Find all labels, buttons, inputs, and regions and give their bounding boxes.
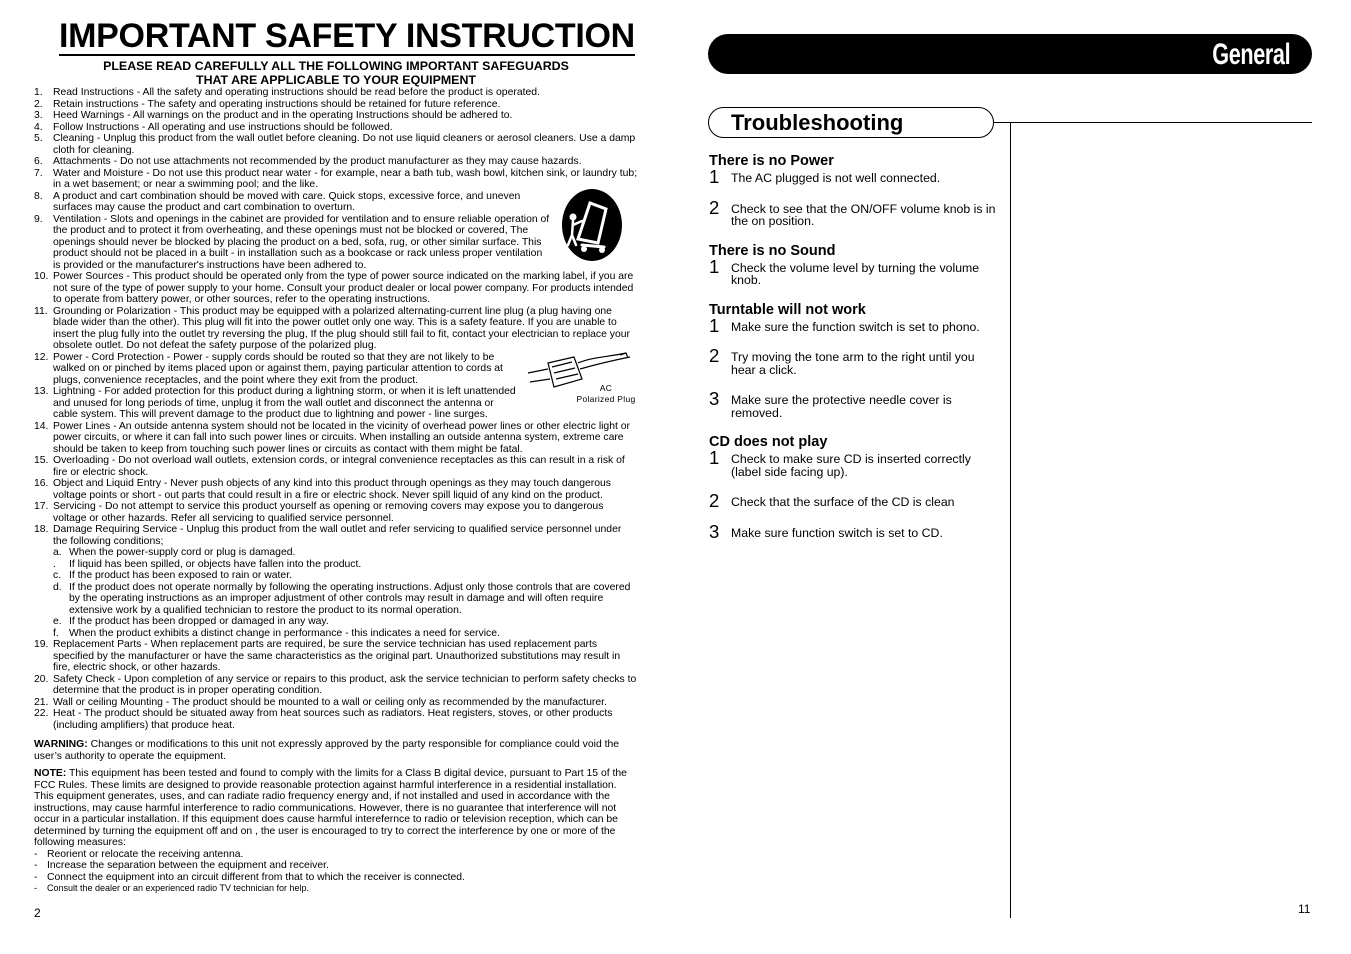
troubleshooting-header (708, 107, 994, 138)
condition-letter: a. (53, 547, 62, 558)
measure-dash: - (34, 883, 37, 893)
instruction-item (34, 455, 638, 478)
instruction-text: Safety Check - Upon completion of any service or repairs to this product, ask the service technician to perform safety checks to determine that the product is in proper operating condition. (53, 673, 637, 696)
instruction-number: 20. (34, 673, 49, 685)
condition-item (53, 547, 638, 559)
instruction-text: Wall or ceiling Mounting - The product should be mounted to a wall or ceiling only as recommended by the manufacturer. (53, 696, 607, 708)
solution-step (709, 520, 999, 542)
step-text: The AC plugged is not well connected. (731, 171, 941, 185)
instruction-item (34, 421, 638, 456)
step-number: 1 (709, 255, 720, 277)
condition-item (53, 559, 638, 571)
subtitle-line-2: THAT ARE APPLICABLE TO YOUR EQUIPMENT (196, 72, 476, 87)
instruction-item (34, 639, 638, 674)
condition-item (53, 570, 638, 582)
problem-block (709, 301, 999, 420)
problem-heading: Turntable will not work (709, 301, 866, 318)
instruction-text: Overloading - Do not overload wall outlets, extension cords, or integral convenience receptacles as this can result in a risk of fire or electric shock. (53, 455, 625, 478)
note-text: This equipment has been tested and found to comply with the limits for a Class B digital device, pursuant to Part 15 of the FCC Rules. These limits are designed to provide reasonable protection against harmful interference in a residential installation. This equipment generates, uses, and can radiate radio frequency energy and, if not installed and used in accordance with the instructions, may cause harmful interference to radio communications. However, there is no guarantee that interference will not occur in a particular installation. If this equipment does cause harmful interefernce to radio or television reception, which can be determined by turning the equipment off and on , the user is encouraged to try to correct the interference by one or more of the following measures: (34, 768, 627, 848)
solution-step (709, 345, 999, 377)
instruction-item (34, 133, 638, 156)
problem-heading: There is no Power (709, 153, 834, 169)
note-label: NOTE: (34, 768, 67, 779)
instruction-item (34, 99, 638, 111)
condition-text: When the power-supply cord or plug is damaged. (69, 547, 296, 558)
measure-text: Connect the equipment into an circuit different from that to which the receiver is connected. (47, 871, 465, 883)
plug-caption-line-1: AC (599, 383, 613, 393)
plug-caption (570, 383, 642, 404)
instruction-item (34, 524, 638, 547)
instruction-number: 2. (34, 98, 43, 110)
instruction-item (34, 214, 638, 272)
step-number: 2 (709, 490, 720, 511)
problem-block (709, 433, 999, 542)
page-number-right: 11 (1298, 902, 1311, 916)
instruction-text: Heed Warnings - All warnings on the product and in the operating Instructions should be adhered to. (53, 110, 513, 121)
instruction-list-continued (34, 639, 638, 731)
warning-paragraph (34, 739, 638, 762)
instruction-text: Heat - The product should be situated away from heat sources such as radiators. Heat registers, stoves, or other products (including amplifiers) that produce heat. (53, 708, 613, 731)
solution-step (709, 388, 999, 420)
solution-step (709, 447, 999, 479)
cart-warning-icon (560, 187, 624, 263)
instruction-text: Cleaning - Unplug this product from the wall outlet before cleaning. Do not use liquid cleaners or aerosol cleaners. Use a damp cloth for cleaning. (53, 133, 636, 156)
troubleshooting-list (709, 152, 999, 553)
instruction-number: 6. (34, 156, 43, 167)
instruction-number: 13. (34, 386, 49, 397)
instruction-number: 18. (34, 524, 49, 535)
troubleshooting-title: Troubleshooting (731, 110, 904, 135)
instruction-list (34, 87, 638, 547)
instruction-text: Retain instructions - The safety and operating instructions should be retained for future reference. (53, 98, 501, 110)
instruction-item (34, 110, 638, 122)
instruction-number: 16. (34, 478, 49, 489)
instruction-text: A product and cart combination should be moved with care. Quick stops, excessive force, and uneven surfaces may cause the product and cart combination to overturn. (53, 190, 521, 213)
solution-step (709, 490, 999, 511)
condition-letter: f. (53, 627, 59, 639)
instruction-text: Attachments - Do not use attachments not recommended by the product manufacturer as they may cause hazards. (53, 156, 582, 167)
instruction-number: 7. (34, 167, 43, 179)
instruction-number: 4. (34, 121, 43, 133)
header-rule (994, 122, 1312, 123)
instruction-number: 12. (34, 351, 49, 363)
instruction-text: Power - Cord Protection - Power - supply cords should be routed so that they are not likely to be walked on or pinched by items placed upon or against them, paying particular attention to cords at plugs, convenience receptacles, and the point where they exit from the product. (53, 351, 503, 386)
instruction-text: Damage Requiring Service - Unplug this product from the wall outlet and refer servicing to qualified service personnel under the following conditions; (53, 524, 622, 547)
problem-block (709, 242, 999, 287)
condition-text: If liquid has been spilled, or objects have fallen into the product. (69, 558, 362, 570)
page-title: IMPORTANT SAFETY INSTRUCTION (59, 17, 635, 55)
instruction-number: 22. (34, 708, 49, 719)
instruction-item (34, 156, 638, 168)
measure-item (34, 860, 638, 872)
problem-heading: CD does not play (709, 434, 828, 450)
instruction-text: Ventilation - Slots and openings in the cabinet are provided for ventilation and to ensure reliable operation of the product and to protect it from overheating, and these openings must not be blocked or covered, The openings should never be blocked by placing the product on a bed, sofa, rug, or other similar surface. This product should not be placed in a built - in installation such as a bookcase or rack unless proper ventilation is provided or the manufacturer's instructions have been adhered to. (53, 213, 550, 271)
instruction-item (34, 478, 638, 501)
solution-step (709, 255, 999, 287)
instruction-item (34, 501, 638, 524)
section-banner (708, 34, 1312, 74)
condition-item (53, 616, 638, 628)
measure-text: Reorient or relocate the receiving antenna. (47, 848, 244, 860)
instruction-text: Lightning - For added protection for this product during a lightning storm, or when it is left unattended and unused for long periods of time, unplug it from the wall outlet and disconnect the antenna or cable system. This will prevent damage to the product due to lightning and power - line surges. (53, 386, 516, 420)
instruction-item (34, 191, 638, 214)
instruction-number: 10. (34, 271, 49, 282)
instruction-text: Follow Instructions - All operating and use instructions should be followed. (53, 121, 393, 133)
instruction-item (34, 87, 638, 99)
instruction-number: 17. (34, 501, 49, 512)
instruction-number: 15. (34, 455, 49, 466)
measure-item (34, 849, 638, 861)
step-number: 3 (709, 520, 720, 542)
step-text: Check that the surface of the CD is clean (731, 495, 955, 509)
instruction-item (34, 122, 638, 134)
step-text: Check to see that the ON/OFF volume knob is in the on position. (731, 201, 996, 228)
instruction-text: Water and Moisture - Do not use this product near water - for example, near a bath tub, wash bowl, kitchen sink, or laundry tub; in a wet basement; or near a swimming pool; and the like. (53, 167, 638, 190)
measure-item (34, 883, 638, 895)
instruction-number: 14. (34, 420, 49, 432)
plug-caption-line-2: Polarized Plug (576, 393, 636, 404)
step-number: 1 (709, 447, 720, 468)
solution-step (709, 314, 999, 336)
instruction-number: 9. (34, 213, 43, 225)
condition-letter: . (53, 558, 56, 570)
instruction-number: 5. (34, 133, 43, 144)
step-number: 1 (709, 314, 720, 336)
solution-step (709, 166, 999, 187)
column-divider (1010, 122, 1011, 918)
instruction-text: Object and Liquid Entry - Never push objects of any kind into this product through openings as they may touch dangerous voltage points or short - out parts that could result in a fire or electric shock. Never spill liquid of any kind on the product. (53, 478, 611, 501)
step-text: Make sure the protective needle cover is removed. (731, 393, 952, 420)
warning-label: WARNING: (34, 739, 88, 750)
condition-text: When the product exhibits a distinct change in performance - this indicates a need for service. (69, 627, 500, 639)
instruction-number: 11. (34, 305, 48, 317)
instruction-item (34, 708, 638, 731)
step-text: Make sure function switch is set to CD. (731, 525, 943, 540)
problem-heading: There is no Sound (709, 242, 836, 259)
solution-step (709, 196, 999, 228)
page-number-left: 2 (34, 906, 41, 920)
instruction-number: 21. (34, 696, 49, 708)
safety-instructions-page (34, 18, 638, 895)
condition-text: If the product has been dropped or damaged in any way. (69, 616, 329, 627)
section-label: General (1212, 38, 1290, 71)
step-number: 2 (709, 196, 720, 218)
measure-item (34, 872, 638, 884)
step-text: Make sure the function switch is set to phono. (731, 319, 980, 334)
step-number: 2 (709, 345, 720, 366)
step-text: Check to make sure CD is inserted correctly (label side facing up). (731, 452, 971, 479)
condition-letter: c. (53, 570, 62, 581)
instruction-text: Servicing - Do not attempt to service this product yourself as opening or removing covers may expose you to dangerous voltage or other hazards. Refer all servicing to qualified service personnel. (53, 501, 604, 524)
warning-text: Changes or modifications to this unit not expressly approved by the party responsible for compliance could void the user’s authority to operate the equipment. (34, 739, 620, 762)
instruction-item (34, 674, 638, 697)
step-text: Try moving the tone arm to the right until you hear a click. (731, 350, 975, 377)
instruction-text: Grounding or Polarization - This product may be equipped with a polarized alternating-current line plug (a plug having one blade wider than the other). This plug will fit into the power outlet only one way. This is a safety feature. If you are unable to insert the plug fully into the outlet try reversing the plug, If the plug should still fail to fit, contact your electrician to replace your obsolete outlet. Do not defeat the safety purpose of the polarized plug. (53, 305, 630, 351)
subtitle (34, 60, 638, 87)
instruction-number: 19. (34, 639, 49, 650)
condition-text: If the product does not operate normally by following the operating instructions. Adjust only those controls that are covered by the operating instructions as an improper adjustment of other controls may result in damage and will often require extensive work by a qualified technician to restore the product to its normal operation. (69, 581, 631, 616)
step-text: Check the volume level by turning the volume knob. (731, 260, 980, 287)
note-paragraph (34, 768, 638, 849)
measure-text: Increase the separation between the equipment and receiver. (47, 860, 329, 871)
instruction-text: Power Sources - This product should be operated only from the type of power source indicated on the marking label, if you are not sure of the type of power supply to your home. Consult your product dealer or local power company. For products intended to operate from battery power, or other sources, refer to the operating instructions. (53, 271, 634, 305)
step-number: 3 (709, 388, 720, 409)
instruction-number: 1. (34, 87, 43, 98)
instruction-number: 3. (34, 110, 43, 121)
instruction-item (34, 306, 638, 352)
condition-text: If the product has been exposed to rain or water. (69, 570, 292, 581)
condition-item (53, 582, 638, 617)
condition-letter: e. (53, 616, 62, 627)
instruction-item (34, 168, 638, 191)
measures-list (34, 849, 638, 895)
instruction-item (34, 271, 638, 306)
measure-text: Consult the dealer or an experienced radio TV technician for help. (47, 883, 309, 893)
condition-letter: d. (53, 581, 62, 593)
measure-dash: - (34, 860, 38, 871)
instruction-number: 8. (34, 190, 43, 202)
measure-dash: - (34, 871, 38, 883)
measure-dash: - (34, 848, 38, 860)
instruction-text: Power Lines - An outside antenna system should not be located in the vicinity of overhead power lines or other electric light or power circuits, or where it can fall into such power lines or circuits. When installing an outside antenna system, extreme care should be taken to keep from touching such power lines or circuits as contact with them might be fatal. (53, 420, 631, 455)
instruction-item (34, 697, 638, 709)
step-number: 1 (709, 166, 720, 187)
instruction-text: Replacement Parts - When replacement parts are required, be sure the service technician has used replacement parts specified by the manufacturer or have the same characteristics as the original part. Unauthorized substitutions may result in fire, electric shock, or other hazards. (53, 639, 621, 673)
instruction-text: Read Instructions - All the safety and operating instructions should be read before the product is operated. (53, 87, 540, 98)
problem-block (709, 152, 999, 228)
condition-item (53, 628, 638, 640)
subtitle-line-1: PLEASE READ CAREFULLY ALL THE FOLLOWING IMPORTANT SAFEGUARDS (103, 59, 569, 73)
damage-conditions-list (34, 547, 638, 639)
